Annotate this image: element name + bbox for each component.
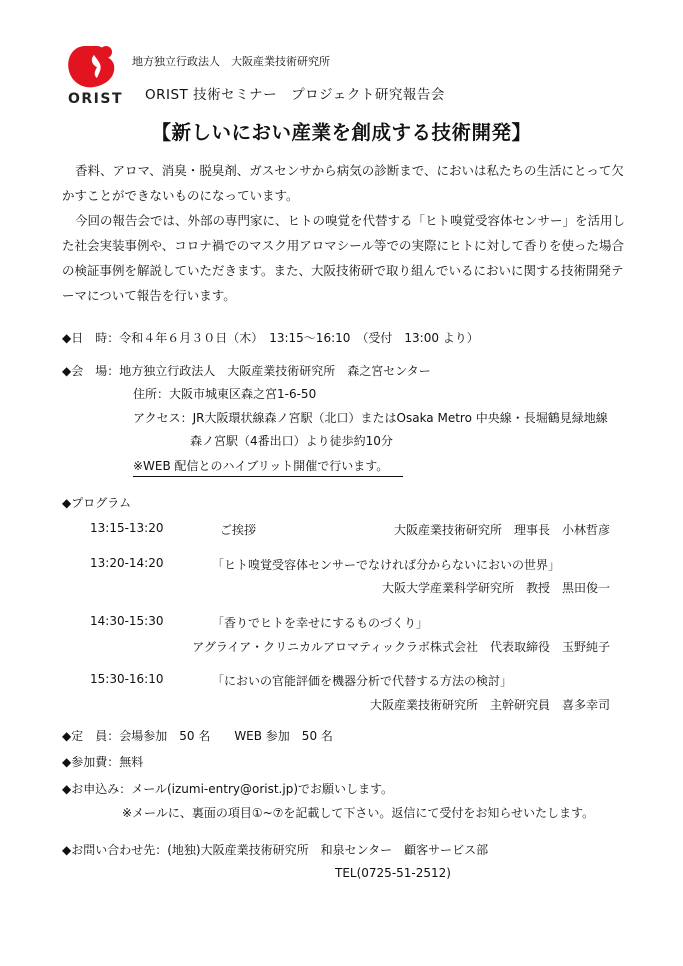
event-datetime: ◆日 時：令和４年６月３０日（木） 13:15～16:10 （受付 13:00 より） [62,331,479,345]
program-time: 13:15-13:20 [90,521,164,535]
program-speaker: アグライア・クリニカルアロマティックラボ株式会社 代表取締役 玉野純子 [192,640,610,654]
contact-tel: TEL(0725-51-2512) [335,866,451,880]
organization-name: 地方独立行政法人 大阪産業技術研究所 [132,55,330,68]
program-title: ご挨拶 [220,523,257,537]
application-info: ◆お申込み：メール(izumi-entry@orist.jp)でお願いします。 [62,782,394,796]
intro-paragraph-1: 香料、アロマ、消臭・脱臭剤、ガスセンサから病気の診断まで、においは私たちの生活にとって欠かすことができないものになっています。 [62,163,624,203]
fee-info: ◆参加費：無料 [62,755,144,769]
program-speaker: 大阪産業技術研究所 理事長 小林哲彦 [393,523,610,537]
application-note: ※メールに、裏面の項目①~⑦を記載して下さい。返信にて受付をお知らせいたします。 [122,806,595,820]
page-title: 【新しいにおい産業を創成する技術開発】 [151,121,532,144]
venue-address: 住所：大阪市城東区森之宮1-6-50 [133,387,317,401]
program-time: 15:30-16:10 [90,672,164,686]
hybrid-note: ※WEB 配信とのハイブリット開催で行います。 [133,457,403,477]
contact-info: ◆お問い合わせ先：(地独)大阪産業技術研究所 和泉センター 顧客サービス部 [62,843,489,857]
program-title: 「においの官能評価を機器分析で代替する方法の検討」 [212,674,513,688]
program-title: 「香りでヒトを幸せにするものづくり」 [212,616,429,630]
venue-access: アクセス：JR大阪環状線森ノ宮駅（北口）またはOsaka Metro 中央線・長堀鶴見緑地線 [133,411,608,425]
logo-wordmark: ORIST [68,91,124,107]
program-speaker: 大阪産業技術研究所 主幹研究員 喜多幸司 [369,698,610,712]
program-heading: ◆プログラム [62,496,132,510]
program-time: 14:30-15:30 [90,614,164,628]
program-speaker: 大阪大学産業科学研究所 教授 黒田俊一 [381,581,610,595]
orist-logo-icon [66,43,122,89]
intro-paragraph-2: 今回の報告会では、外部の専門家に、ヒトの嗅覚を代替する「ヒト嗅覚受容体センサー」を活用した社会実装事例や、コロナ禍でのマスク用アロマシール等での実際にヒトに対して香りを使った場合の検証事例を解説していただきます。また、大阪技術研で取り組んでいるにおいに関する技術開発テーマについて報告を行います。 [62,213,626,303]
capacity-info: ◆定 員：会場参加 50 名 WEB 参加 50 名 [62,729,333,743]
venue-access-station: 森ノ宮駅（4番出口）より徒歩約10分 [190,434,393,448]
program-title: 「ヒト嗅覚受容体センサーでなければ分からないにおいの世界」 [212,558,561,572]
program-time: 13:20-14:20 [90,556,164,570]
seminar-subtitle: ORIST 技術セミナー プロジェクト研究報告会 [145,87,445,103]
event-venue: ◆会 場：地方独立行政法人 大阪産業技術研究所 森之宮センター [62,364,431,378]
